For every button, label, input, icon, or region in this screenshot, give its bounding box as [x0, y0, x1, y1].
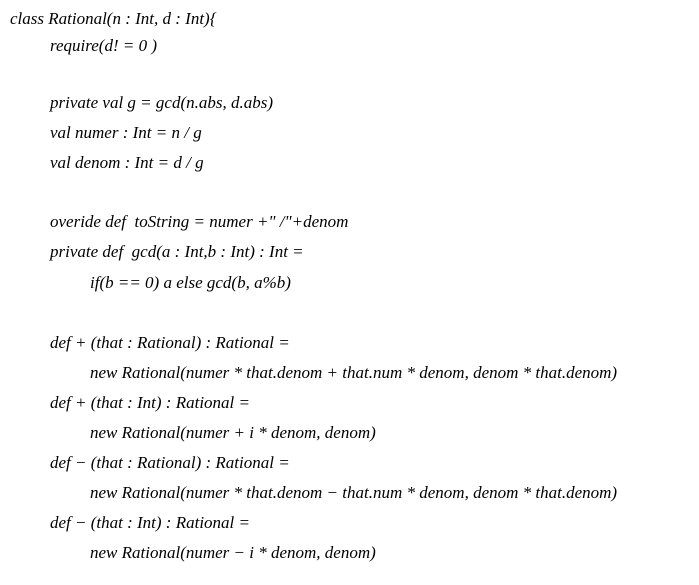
minus-rational-body-line: new Rational(numer * that.denom − that.num * denom, denom * that.denom) [90, 483, 618, 502]
gcd-def-line: private def gcd(a : Int,b : Int) : Int = [50, 242, 304, 261]
minus-rational-def-line: def − (that : Rational) : Rational = [50, 453, 290, 472]
plus-rational-def-line: def + (that : Rational) : Rational = [50, 333, 290, 352]
gcd-body-line: if(b == 0) a else gcd(b, a%b) [90, 273, 291, 292]
plus-rational-body-line: new Rational(numer * that.denom + that.num * denom, denom * that.denom) [90, 363, 618, 382]
minus-int-body-line: new Rational(numer − i * denom, denom) [90, 543, 376, 562]
require-line: require(d! = 0 ) [50, 36, 157, 55]
plus-int-body-line: new Rational(numer + i * denom, denom) [90, 423, 376, 442]
class-declaration-line: class Rational(n : Int, d : Int){ [10, 9, 217, 28]
minus-int-def-line: def − (that : Int) : Rational = [50, 513, 250, 532]
gcd-field-line: private val g = gcd(n.abs, d.abs) [50, 93, 273, 112]
denom-field-line: val denom : Int = d / g [50, 153, 204, 172]
tostring-line: overide def toString = numer +" /"+denom [50, 212, 349, 231]
numer-field-line: val numer : Int = n / g [50, 123, 202, 142]
plus-int-def-line: def + (that : Int) : Rational = [50, 393, 250, 412]
